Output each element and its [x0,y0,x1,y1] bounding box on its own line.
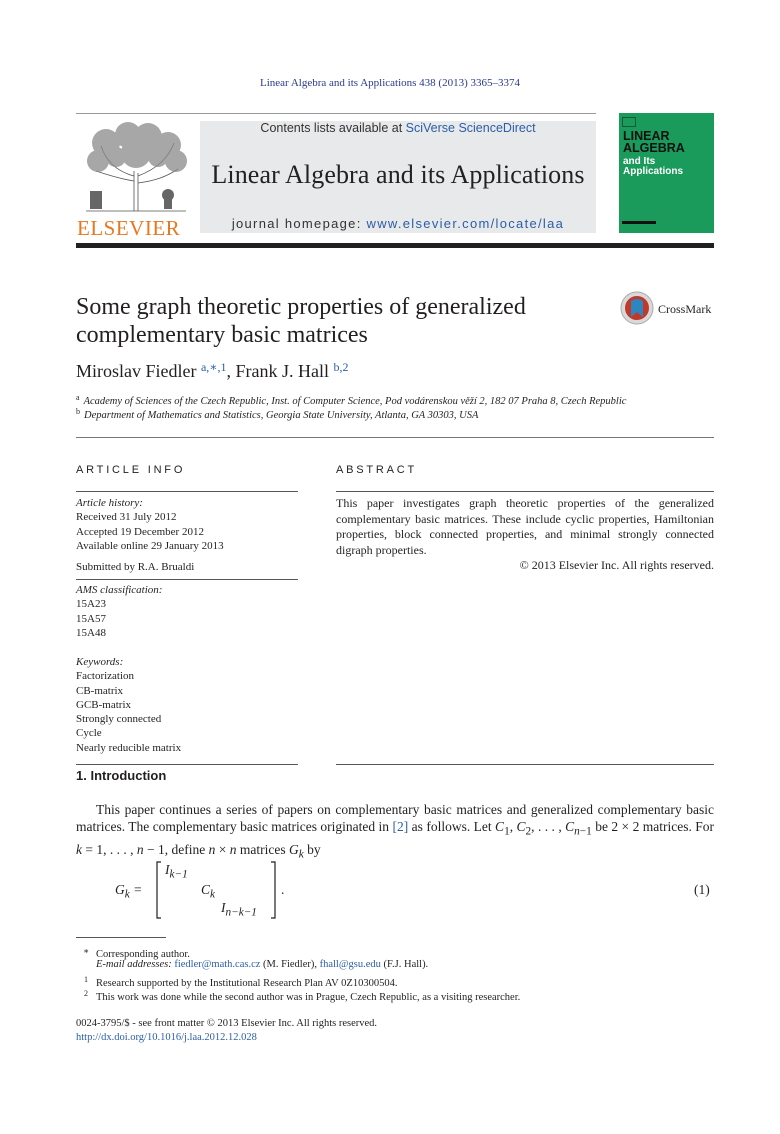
abstract-copyright: © 2013 Elsevier Inc. All rights reserved. [519,558,714,572]
author-2: Frank J. Hall [235,361,329,381]
cover-bar [622,221,656,224]
author-separator: , [226,361,236,381]
contents-line [200,121,596,135]
history-accepted: Accepted 19 December 2012 [76,525,204,538]
equation-entry: $I_{k-1}$ [165,862,188,881]
equation-lhs: $G_k$ = [115,882,143,901]
history-label: Article history: [76,497,143,509]
cover-title-line1: LINEAR [623,129,670,143]
cover-subtitle [623,157,683,177]
abstract-rule [336,491,714,492]
journal-homepage [200,216,596,231]
cover-emblem [622,117,636,127]
equation-period: . [281,882,285,897]
journal-title: Linear Algebra and its Applications [211,160,585,189]
article-info-heading: ARTICLE INFO [76,464,186,476]
affiliation-mark: a [76,393,80,402]
email-owner: (M. Fiedler), [260,959,320,970]
history-online: Available online 29 January 2013 [76,539,224,552]
equation-entry: $I_{n-k-1}$ [221,900,257,919]
doi-link[interactable]: http://dx.doi.org/10.1016/j.laa.2012.12.028 [76,1032,257,1043]
cover-title-line2: ALGEBRA [623,141,685,155]
affiliation-a [76,393,626,407]
ams-classification [76,583,298,640]
submitted-by: Submitted by R.A. Brualdi [76,561,195,573]
footnote-text: Research supported by the Institutional Research Plan AV 0Z10300504. [96,978,398,989]
footnote-mark: ∗ [82,946,90,956]
citation-link[interactable]: [2] [392,819,409,834]
homepage-link[interactable]: www.elsevier.com/locate/laa [366,216,565,231]
header-rule-top [76,113,596,114]
abstract-text: This paper investigates graph theoretic properties of the generalized complementary basic matrices. These include cyclic properties, Hamiltonian properties, block connected properties, and minimal strongly connected digraph properties. [336,496,714,557]
sciencedirect-link[interactable]: SciVerse ScienceDirect [405,121,536,135]
affiliation-text: Department of Mathematics and Statistics, Georgia State University, Atlanta, GA 30303, USA [84,410,479,421]
footnote-rule [76,937,166,938]
author-2-marks[interactable]: b,2 [333,360,349,374]
intro-text: by [303,841,321,857]
affiliation-b [76,407,478,421]
abstract-heading: ABSTRACT [336,464,418,476]
keywords-rule [76,764,298,765]
contents-prefix: Contents lists available at [260,121,406,135]
keyword: Factorization [76,670,135,683]
publisher-logo-text: ELSEVIER [77,216,181,240]
keyword: CB-matrix [76,684,124,697]
journal-reference: Linear Algebra and its Applications 438 (2013) 3365–3374 [260,77,520,89]
intro-text: , define [164,841,209,857]
homepage-prefix: journal homepage: [231,216,367,231]
email-link-fiedler[interactable]: fiedler@math.cas.cz [174,959,261,970]
email-link-hall[interactable]: fhall@gsu.edu [319,959,381,970]
elsevier-tree-logo [76,121,196,216]
intro-text: be 2 × 2 matrices. For [591,819,715,834]
keywords-label: Keywords: [76,656,124,668]
affiliation-rule [76,437,714,438]
footnote-text: This work was done while the second author was in Prague, Czech Republic, as a visiting researcher. [96,992,521,1003]
cover-sub-line2: Applications [623,166,684,177]
equation-1 [115,858,315,922]
cover-sub-line1: and Its [623,156,656,167]
author-1: Miroslav Fiedler [76,361,197,381]
keyword: Nearly reducible matrix [76,741,182,754]
email-label: E-mail addresses: [96,959,175,970]
author-line [76,360,348,382]
issn-line: 0024-3795/$ - see front matter © 2013 Elsevier Inc. All rights reserved. [76,1018,378,1029]
article-history [76,496,298,553]
paper-title [76,293,596,349]
equation-number: (1) [694,882,710,897]
submitted-rule [76,579,298,580]
affiliation-text: Academy of Sciences of the Czech Republic, Inst. of Computer Science, Pod vodárenskou věží 2, 182 07 Praha 8, Czech Republic [83,396,627,407]
ams-label: AMS classification: [76,584,163,596]
paper-title-line2: complementary basic matrices [76,322,368,348]
keyword: GCB-matrix [76,698,131,711]
footnote-mark: 2 [84,989,88,998]
footnote-text: Corresponding author. [96,949,190,960]
keyword: Cycle [76,727,102,740]
article-info-rule [76,491,298,492]
intro-text: matrices [236,841,289,857]
crossmark-label[interactable]: CrossMark [658,302,712,316]
history-received: Received 31 July 2012 [76,511,177,524]
keyword: Strongly connected [76,713,162,726]
author-1-marks[interactable]: a,∗,1 [200,360,227,374]
math-inline: C [495,819,505,834]
footnote-emails [96,958,428,973]
ams-code: 15A57 [76,612,106,625]
header-rule-thick [76,243,714,248]
email-owner: (F.J. Hall). [380,959,429,970]
cover-title [623,130,685,154]
ams-code: 15A23 [76,598,106,611]
intro-text: as follows. Let [408,819,496,834]
affiliation-mark: b [76,407,80,416]
crossmark-icon[interactable] [620,291,654,330]
equation-entry: $C_k$ [201,882,216,901]
paper-title-line1: Some graph theoretic properties of generalized [76,294,526,320]
section-number: 1. [76,768,87,783]
keywords [76,655,298,755]
footnote-mark: 1 [84,975,88,984]
footnote-2 [76,987,520,1006]
ams-code: 15A48 [76,626,106,639]
abstract-bottom-rule [336,764,714,765]
section-heading [76,768,166,783]
intro-text: This paper continues a series of papers on complementary basic matrices and generalized complementary basic matrices. The complementary basic matrices originated in [76,802,714,834]
section-title: Introduction [90,768,167,783]
intro-paragraph: This paper continues a series of papers on complementary basic matrices and generalized complementary basic matrices. The complementary basic matrices originated in [2] as follows. Let $C_1$, $C_2$, . . . , $C_{n-1}$ be 2 × 2 matrices. For k = 1, . . . , n − 1, define n × n matrices $G_k$ by [76,802,715,861]
